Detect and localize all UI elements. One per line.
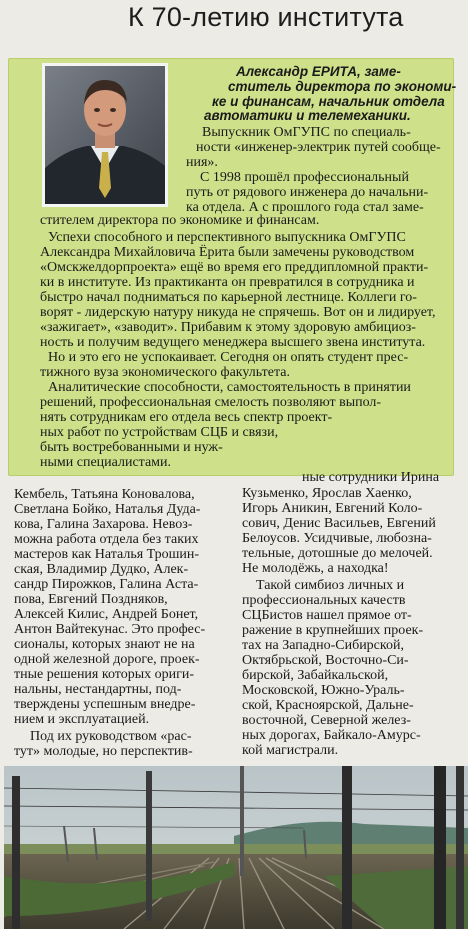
right-column-line: тах на Западно-Сибирской, (242, 638, 404, 653)
left-column-line: тверждены успешным внедре- (14, 697, 196, 712)
profile-text-line: Но и это его не успокаивает. Сегодня он опять студент прес- (48, 350, 409, 365)
profile-text-line: «зажигает», «заводит». Прибавим к этому здоровую амбициоз- (40, 320, 416, 335)
right-column-line: ской, Красноярской, Дальне- (242, 698, 414, 713)
left-column-line: сандр Пирожков, Галина Аста- (14, 577, 199, 592)
left-column-line: пова, Евгений Поздняков, (14, 592, 168, 607)
profile-text-line: Александра Михайловича Ёрита были замечены руководством (40, 245, 415, 260)
profile-text-line: быстро начал подниматься по карьерной лестнице. Коллеги го- (40, 290, 417, 305)
profile-text-line: нять сотрудникам его отдела весь спектр проект- (40, 410, 333, 425)
right-column-line: Игорь Аникин, Евгений Коло- (242, 501, 423, 516)
portrait-image (45, 66, 165, 204)
profile-text-line: путь от рядового инженера до начальни- (186, 185, 429, 200)
profile-text-line: решений, профессиональная смелость позволяют выпол- (40, 395, 382, 410)
right-column-line: Октябрьской, Восточно-Си- (242, 653, 409, 668)
left-column-line: можна работа отдела без таких (14, 532, 199, 547)
left-column-line: одной железной дороге, проек- (14, 652, 200, 667)
left-column-line: мастеров как Наталья Трошин- (14, 547, 200, 562)
profile-text-line: «Омскжелдорпроекта» ещё во время его преддипломной практи- (40, 260, 429, 275)
profile-text-line: Успехи способного и перспективного выпускника ОмГУПС (48, 230, 406, 245)
profile-text-line: ки в институте. Из практиканта он превратился в сотрудника и (40, 275, 415, 290)
profile-text-line: быть востребованными и нуж- (40, 440, 223, 455)
right-column-line: Такой симбиоз личных и (256, 578, 405, 593)
profile-name-line: автоматики и телемеханики. (204, 108, 411, 123)
profile-name-line: ке и финансам, начальник отдела (212, 94, 445, 109)
left-column-line: тут» молодые, но перспектив- (14, 744, 193, 759)
profile-text-line: С 1998 прошёл профессиональный (200, 170, 409, 185)
left-column-line: кова, Галина Захарова. Невоз- (14, 517, 193, 532)
profile-text-line: стителем директора по экономике и финансам. (40, 213, 320, 228)
right-column-line: ных дорогах, Байкало-Амурс- (242, 728, 421, 743)
right-column-line: кой магистрали. (242, 743, 339, 758)
railway-image (4, 766, 468, 929)
right-column-line: ные сотрудники Ирина (302, 470, 440, 485)
left-column-line: Антон Вайтекунас. Это профес- (14, 622, 206, 637)
right-column-line: Кузьменко, Ярослав Хаенко, (242, 486, 412, 501)
right-column-line: восточной, Северной желез- (242, 713, 411, 728)
profile-name-line: ститель директора по экономи- (228, 79, 457, 94)
profile-text-line: ными специалистами. (40, 455, 172, 470)
profile-text-line: ворят - лидерскую натуру никуда не спрячешь. Вот он и лидирует, (40, 305, 436, 320)
profile-name-line: Александр ЕРИТА, замe- (236, 64, 401, 79)
railway-photo (4, 766, 468, 929)
left-column-line: ская, Владимир Дудко, Алек- (14, 562, 189, 577)
right-column-line: бирской, Забайкальской, (242, 668, 389, 683)
right-column-line: тельные, дотошные до мелочей. (242, 546, 433, 561)
article-title: К 70-летию института (128, 2, 404, 32)
left-column-line: нальны, нестандартны, под- (14, 682, 182, 697)
profile-text-line: тижного вуза экономического факультета. (40, 365, 290, 380)
left-column-line: Под их руководством «рас- (30, 729, 192, 744)
left-column-line: сионалы, которых знают не на (14, 637, 195, 652)
profile-text-line: Выпускник ОмГУПС по специаль- (202, 125, 411, 140)
right-column-line: ражение в крупнейших проек- (242, 623, 424, 638)
right-column-line: Не молодёжь, а находка! (242, 561, 389, 576)
profile-text-line: ных работ по устройствам СЦБ и связи, (40, 425, 279, 440)
right-column-line: Белоусов. Усидчивые, любозна- (242, 531, 432, 546)
left-column-line: Алексей Килис, Андрей Бонет, (14, 607, 199, 622)
left-column-line: Кембель, Татьяна Коновалова, (14, 487, 195, 502)
right-column-line: СЦБистов нашел прямое от- (242, 608, 412, 623)
right-column-line: профессиональных качеств (242, 593, 406, 608)
portrait-photo (42, 63, 168, 207)
profile-text-line: ности «инженер-электрик путей сообще- (196, 140, 441, 155)
profile-text-line: ния». (186, 155, 218, 170)
profile-text-line: ность и получим ведущего менеджера высшего звена института. (40, 335, 426, 350)
left-column-line: нием и эксплуатацией. (14, 712, 150, 727)
profile-text-line: Аналитические способности, самостоятельность в принятии (48, 380, 411, 395)
right-column-line: сович, Денис Васильев, Евгений (242, 516, 436, 531)
right-column-line: Московской, Южно-Ураль- (242, 683, 405, 698)
profile-text-line: ка отдела. А с прошлого года стал заме- (186, 200, 424, 215)
left-column-line: тные решения которых ориги- (14, 667, 194, 682)
left-column-line: Светлана Бойко, Наталья Дуда- (14, 502, 201, 517)
